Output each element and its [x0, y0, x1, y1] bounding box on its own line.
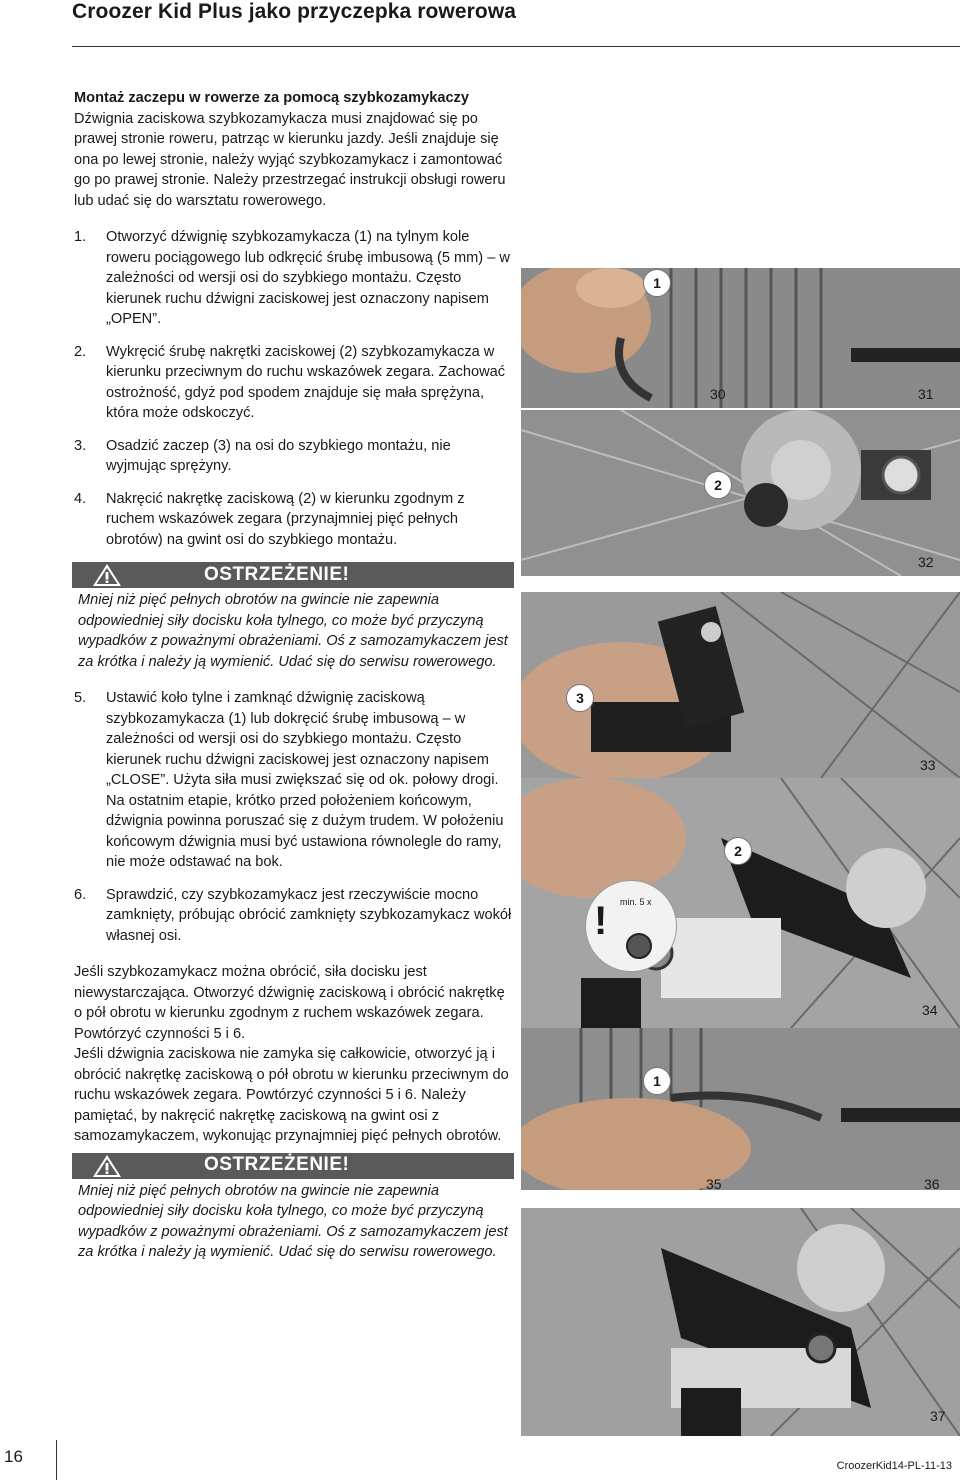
step-note: Jeśli szybkozamykacz można obrócić, siła docisku jest niewystarczająca. Otworzyć dźwignię zaciskową i obrócić nakrętkę o pół obrotu w kierunku zgodnym z ruchem wskazówek zegara. Powtórzyć czynności 5 i 6.	[74, 964, 505, 1042]
warning-header	[72, 562, 514, 588]
warning-title: OSTRZEŻENIE!	[204, 563, 350, 585]
step-text: Wykręcić śrubę nakrętki zaciskowej (2) szybkozamykacza w kierunku przeciwnym do ruchu wskazówek zegara. Zachować ostrożność, gdyż pod spodem znajduje się mała sprężyna, która może odskoczyć.	[106, 343, 506, 421]
figure-number: 32	[918, 554, 934, 570]
step-item	[74, 688, 514, 873]
warning-box	[72, 562, 514, 672]
step-number: 4.	[74, 490, 87, 507]
intro-paragraph: Dźwignia zaciskowa szybkozamykacza musi znajdować się po prawej stronie roweru, patrząc w kierunku jazdy. Jeśli znajduje się ona po lewej stronie, należy wyjąć szybkozamykacz i zamontować go po prawej stronie. Należy przestrzegać instrukcji obsługi roweru lub udać się do warsztatu rowerowego.	[74, 110, 506, 209]
photo-closing-lever	[521, 1028, 960, 1190]
photo-quick-release-lever	[521, 268, 960, 408]
callout-lever: 1	[643, 269, 671, 297]
figure-number: 35	[706, 1176, 722, 1192]
step-number: 6.	[74, 886, 87, 903]
warning-triangle-icon	[72, 1154, 142, 1178]
warning-triangle-icon	[72, 563, 142, 587]
warning-text: Mniej niż pięć pełnych obrotów na gwincie nie zapewnia odpowiedniej siły docisku koła tylnego, co może być przyczyną wypadków z poważnymi obrażeniami. Oś z samozamykaczem jest za krótka i należy ją wymienić. Udać się do serwisu rowerowego.	[78, 592, 508, 670]
step-item	[74, 885, 514, 947]
warning-text: Mniej niż pięć pełnych obrotów na gwincie nie zapewnia odpowiedniej siły docisku koła tylnego, co może być przyczyną wypadków z poważnymi obrażeniami. Oś z samozamykaczem jest za krótka i należy ją wymienić. Udać się do serwisu rowerowego.	[78, 1182, 508, 1260]
figure-number: 36	[924, 1176, 940, 1192]
text-column	[74, 88, 514, 1279]
warning-header	[72, 1153, 514, 1179]
warning-title: OSTRZEŻENIE!	[204, 1154, 350, 1176]
page-number: 16	[4, 1447, 23, 1466]
callout-nut: 2	[704, 471, 732, 499]
step-item	[74, 489, 514, 551]
photo-axle-nut	[521, 410, 960, 576]
warning-box	[72, 1153, 514, 1263]
photo-tightening-nut	[521, 778, 960, 1028]
footer-code: CroozerKid14-PL-11-13	[836, 1460, 952, 1472]
photo-mounted-hitch	[521, 1208, 960, 1436]
step-item	[74, 342, 514, 424]
step-note: Jeśli dźwignia zaciskowa nie zamyka się całkowicie, otworzyć ją i obrócić nakrętkę zaciskową o pół obrotu w kierunku przeciwnym do ruchu wskazówek zegara. Powtórzyć czynności 5 i 6. Należy pamiętać, by nakręcić nakrętkę zaciskową na gwint osi z samozamykaczem, wykonując przynajmniej pięć pełnych obrotów.	[74, 1046, 509, 1144]
step-number: 3.	[74, 437, 87, 454]
step-text: Nakręcić nakrętkę zaciskową (2) w kierunku zgodnym z ruchem wskazówek zegara (przynajmniej pięć pełnych obrotów) na gwint osi do szybkiego montażu.	[106, 490, 465, 548]
callout-hitch: 3	[566, 684, 594, 712]
callout-nut: 2	[724, 837, 752, 865]
steps-list	[74, 227, 514, 550]
figure-number: 31	[918, 386, 934, 402]
title-divider	[72, 46, 960, 47]
figure-number: 30	[710, 386, 726, 402]
step-text: Osadzić zaczep (3) na osi do szybkiego montażu, nie wyjmując sprężyny.	[106, 437, 451, 474]
step-number: 2.	[74, 343, 87, 360]
step-number: 5.	[74, 690, 87, 706]
exclamation-icon: !	[594, 899, 608, 943]
nut-icon	[626, 933, 652, 959]
page-title: Croozer Kid Plus jako przyczepka rowerowa	[72, 0, 517, 23]
step-text: Otworzyć dźwignię szybkozamykacza (1) na tylnym kole roweru pociągowego lub odkręcić śrubę imbusową (5 mm) – w zależności od wersji osi do szybkiego montażu. Często kierunek ruchu dźwigni zaciskowej jest oznaczony napisem „OPEN”.	[106, 229, 510, 327]
step-text: Sprawdzić, czy szybkozamykacz jest rzeczywiście mocno zamknięty, próbując obrócić zamknięty szybkozamykacz wokół własnej osi.	[106, 886, 512, 944]
callout-lever: 1	[643, 1067, 671, 1095]
figure-number: 37	[930, 1408, 946, 1424]
step-item	[74, 227, 514, 330]
figure-number: 33	[920, 757, 936, 773]
inset-circle	[585, 880, 677, 972]
step-item	[74, 436, 514, 477]
min-turns-label: min. 5 x	[620, 897, 652, 907]
section-heading: Montaż zaczepu w rowerze za pomocą szybkozamykaczy	[74, 90, 469, 106]
step-text: Ustawić koło tylne i zamknąć dźwignię zaciskową szybkozamykacza (1) lub dokręcić śrubę imbusową – w zależności od wersji osi do szybkiego montażu. Często kierunek ruchu dźwigni zaciskowej jest oznaczony napisem „CLOSE”. Użyta siła musi zwiększać się od ok. połowy drogi. Na ostatnim etapie, krótko przed położeniem końcowym, dźwignia powinna poruszać się z dużym trudem. W położeniu końcowym dźwignia musi być ustawiona równolegle do ramy, nie może odstawać na bok.	[106, 690, 504, 870]
step-number: 1.	[74, 229, 87, 245]
figure-number: 34	[922, 1002, 938, 1018]
